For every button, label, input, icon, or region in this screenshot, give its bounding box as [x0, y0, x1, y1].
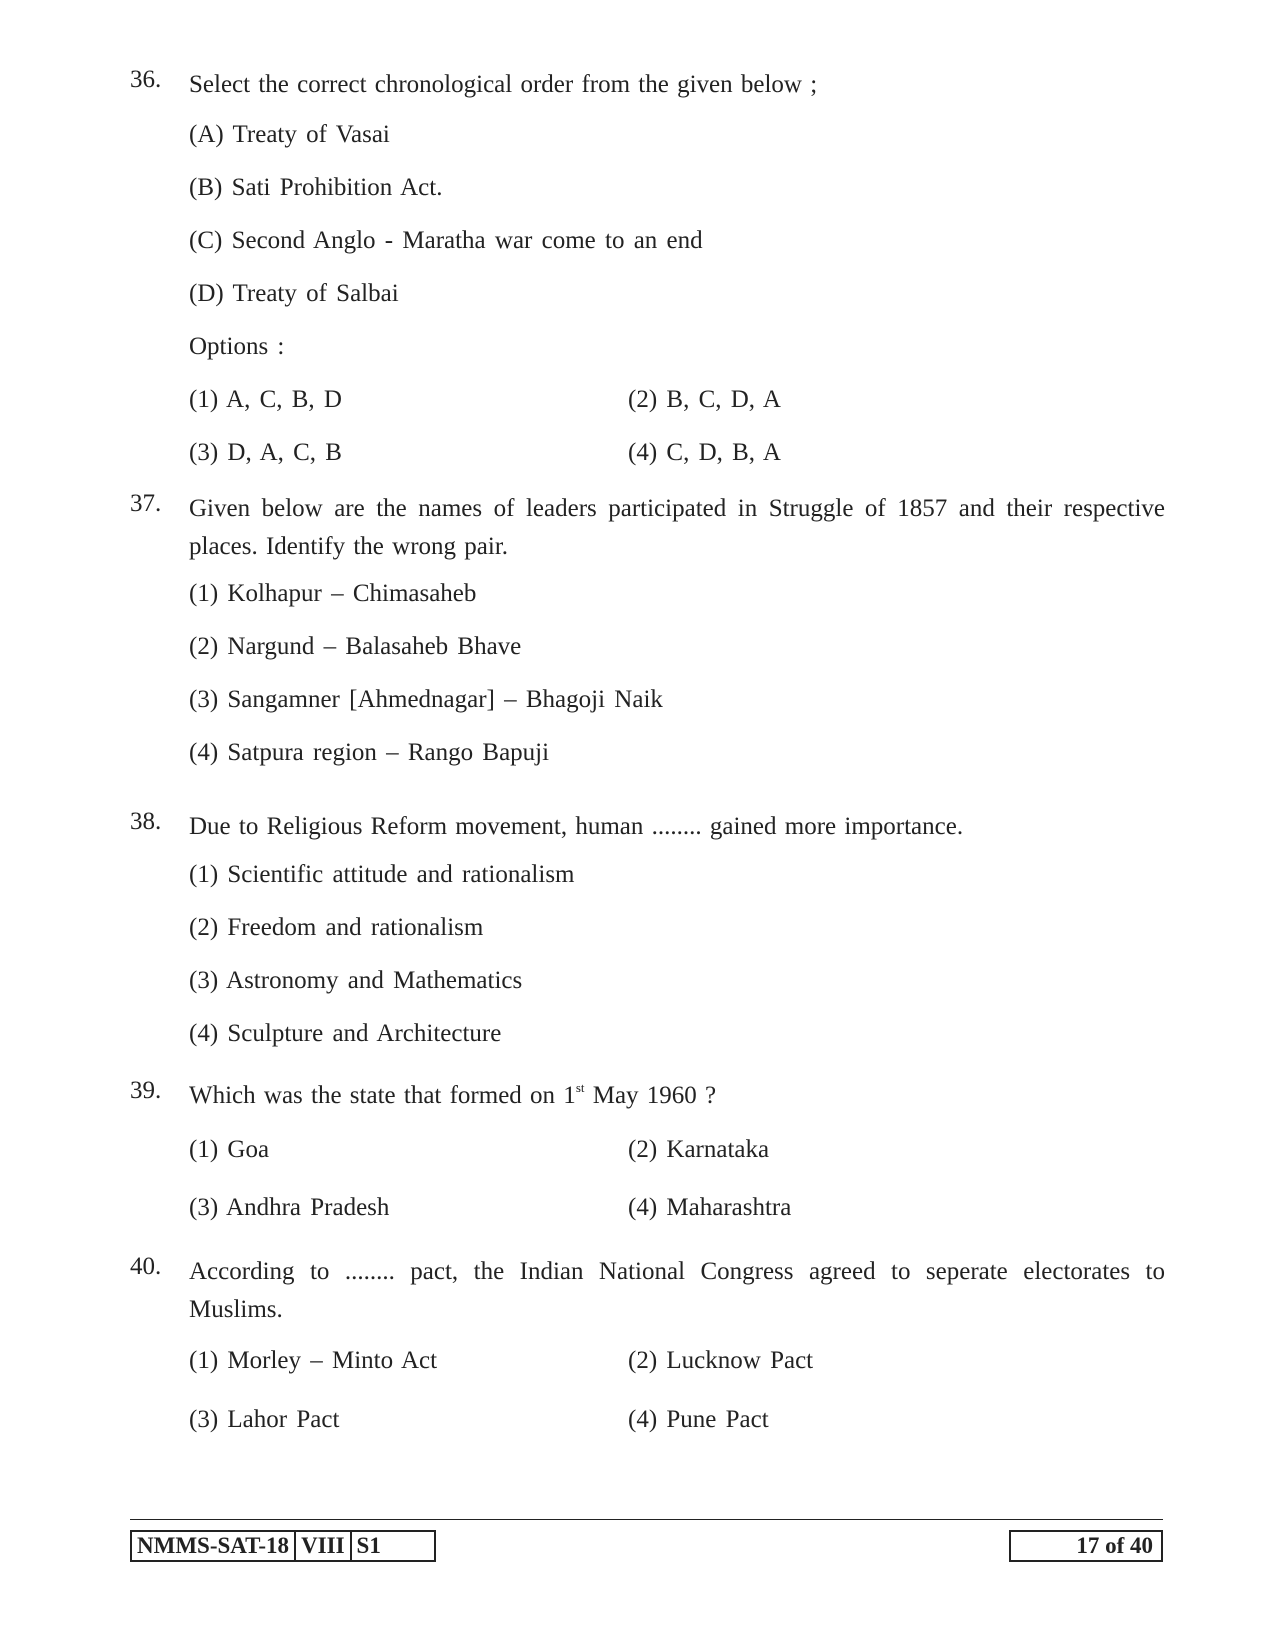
question-text: [189, 1077, 1165, 1115]
footer-code-box: [130, 1530, 436, 1562]
question-text: Select the correct chronological order from the given below ;: [189, 71, 818, 98]
question-text-start: Which was the state that formed on 1: [189, 1082, 576, 1109]
question-40: [130, 1253, 1165, 1329]
question-text-end: May 1960 ?: [584, 1082, 717, 1109]
question-text: Given below are the names of leaders participated in Struggle of 1857 and their respective places. Identify the wrong pair.: [189, 495, 1165, 560]
question-number: 36.: [130, 66, 162, 93]
option-1: (1) Kolhapur – Chimasaheb: [189, 580, 477, 607]
option-1: (1) Goa: [189, 1136, 270, 1163]
question-number: 39.: [130, 1077, 162, 1104]
option-1: (1) Scientific attitude and rationalism: [189, 861, 575, 888]
option-2: (2) Lucknow Pact: [628, 1347, 814, 1374]
option-2: (2) Karnataka: [628, 1136, 770, 1163]
option-4: (4) C, D, B, A: [628, 439, 781, 466]
question-36: [130, 66, 1165, 104]
option-1: (1) Morley – Minto Act: [189, 1347, 438, 1374]
question-39: [130, 1077, 1165, 1115]
option-3: (3) Sangamner [Ahmednagar] – Bhagoji Naik: [189, 686, 663, 713]
option-4: (4) Satpura region – Rango Bapuji: [189, 739, 550, 766]
statement-c: (C) Second Anglo - Maratha war come to an end: [189, 227, 703, 254]
option-4: (4) Pune Pact: [628, 1406, 769, 1433]
option-2: (2) B, C, D, A: [628, 386, 781, 413]
class-code: VIII: [294, 1532, 349, 1560]
option-4: (4) Maharashtra: [628, 1194, 792, 1221]
footer-divider: [130, 1519, 1163, 1520]
question-text: Due to Religious Reform movement, human ........ gained more importance.: [189, 813, 964, 840]
statement-a: (A) Treaty of Vasai: [189, 121, 390, 148]
set-code: S1: [350, 1532, 386, 1560]
option-3: (3) Lahor Pact: [189, 1406, 340, 1433]
page-number-box: [1009, 1530, 1163, 1562]
option-4: (4) Sculpture and Architecture: [189, 1020, 502, 1047]
statement-d: (D) Treaty of Salbai: [189, 280, 399, 307]
question-number: 40.: [130, 1253, 162, 1280]
options-label: Options :: [189, 333, 285, 360]
statement-b: (B) Sati Prohibition Act.: [189, 174, 443, 201]
option-2: (2) Freedom and rationalism: [189, 914, 484, 941]
option-3: (3) D, A, C, B: [189, 439, 342, 466]
question-number: 37.: [130, 490, 162, 517]
page-number: 17 of 40: [1076, 1533, 1153, 1558]
question-38: [130, 808, 1165, 846]
question-37: [130, 490, 1165, 566]
exam-code: NMMS-SAT-18: [137, 1533, 290, 1558]
option-3: (3) Astronomy and Mathematics: [189, 967, 523, 994]
option-3: (3) Andhra Pradesh: [189, 1194, 390, 1221]
ordinal-suffix: st: [575, 1080, 585, 1095]
question-number: 38.: [130, 808, 162, 835]
question-text: According to ........ pact, the Indian National Congress agreed to seperate electorates to Muslims.: [189, 1258, 1165, 1323]
option-1: (1) A, C, B, D: [189, 386, 342, 413]
option-2: (2) Nargund – Balasaheb Bhave: [189, 633, 522, 660]
